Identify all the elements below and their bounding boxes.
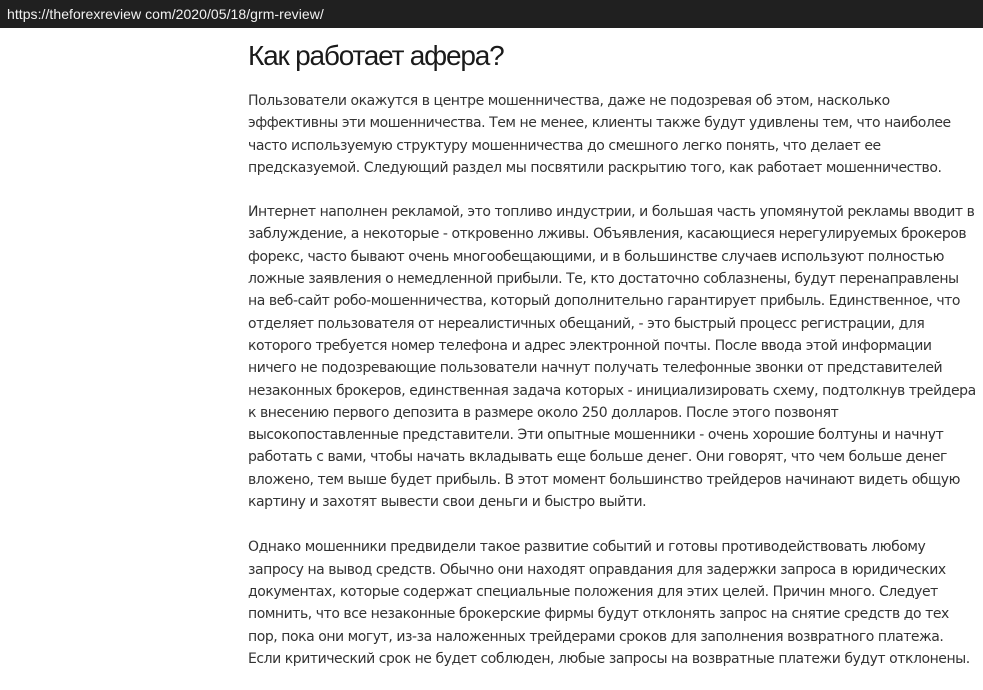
paragraph-line: к внесению первого депозита в размере около 250 долларов. После этого позвонят [248,404,839,421]
paragraph-line: на веб-сайт робо-мошенничества, который дополнительно гарантирует прибыль. Единственное, что [248,293,960,310]
paragraph-line: которого требуется номер телефона и адрес электронной почты. После ввода этой информации [248,337,932,354]
paragraph-line: форекс, часто бывают очень многообещающими, и в большинстве случаев используют полностью [248,248,944,265]
url-text[interactable]: https://theforexreview com/2020/05/18/grm-review/ [7,6,324,22]
paragraph-line: незаконных брокеров, единственная задача которых - инициализировать схему, подтолкнув трейдера [248,382,976,399]
paragraph-line: Интернет наполнен рекламой, это топливо индустрии, и большая часть упомянутой рекламы вводит в [248,204,975,221]
paragraph-line: высокопоставленные представители. Эти опытные мошенники - очень хорошие болтуны и начнут [248,427,944,444]
paragraph-line: Однако мошенники предвидели такое развитие событий и готовы противодействовать любому [248,539,926,556]
paragraph-line: предсказуемой. Следующий раздел мы посвятили раскрытию того, как работает мошенничество. [248,159,942,176]
paragraph-line: помнить, что все незаконные брокерские фирмы будут отклонять запрос на снятие средств до тех [248,606,949,623]
paragraph-line: часто используемую структуру мошенничества до смешного легко понять, что делает ее [248,137,881,154]
paragraph-line: документах, которые содержат специальные положения для этих целей. Причин много. Следует [248,583,938,600]
paragraph-line: пор, пока они могут, из-за наложенных трейдерами сроков для заполнения возвратного платежа. [248,628,944,645]
paragraph-line: ничего не подозревающие пользователи начнут получать телефонные звонки от представителей [248,360,943,377]
article-paragraph [248,90,968,179]
article-paragraph [248,201,976,513]
paragraph-line: картину и захотят вывести свои деньги и быстро выйти. [248,494,647,511]
address-bar[interactable] [0,0,983,28]
paragraph-line: вложено, тем выше будет прибыль. В этот момент большинство трейдеров начинают видеть общую [248,471,960,488]
paragraph-line: эффективны эти мошенничества. Тем не менее, клиенты также будут удивлены тем, что наиболее [248,115,951,132]
article-heading: Как работает афера? [248,40,504,71]
paragraph-line: Пользователи окажутся в центре мошенничества, даже не подозревая об этом, насколько [248,93,890,109]
paragraph-line: отделяет пользователя от нереалистичных обещаний, - это быстрый процесс регистрации, для [248,315,925,332]
article-content [248,28,976,670]
article-paragraph [248,536,968,670]
paragraph-line: Если критический срок не будет соблюден, любые запросы на возвратные платежи будут отклонены. [248,650,970,667]
paragraph-line: запросу на вывод средств. Обычно они находят оправдания для задержки запроса в юридических [248,561,946,578]
paragraph-line: работать с вами, чтобы начать вкладывать еще больше денег. Они говорят, что чем больше денег [248,449,947,466]
paragraph-line: заблуждение, а некоторые - откровенно лживы. Объявления, касающиеся нерегулируемых брокеров [248,226,967,243]
paragraph-line: ложные заявления о немедленной прибыли. Те, кто достаточно соблазнены, будут перенаправлены [248,271,959,288]
